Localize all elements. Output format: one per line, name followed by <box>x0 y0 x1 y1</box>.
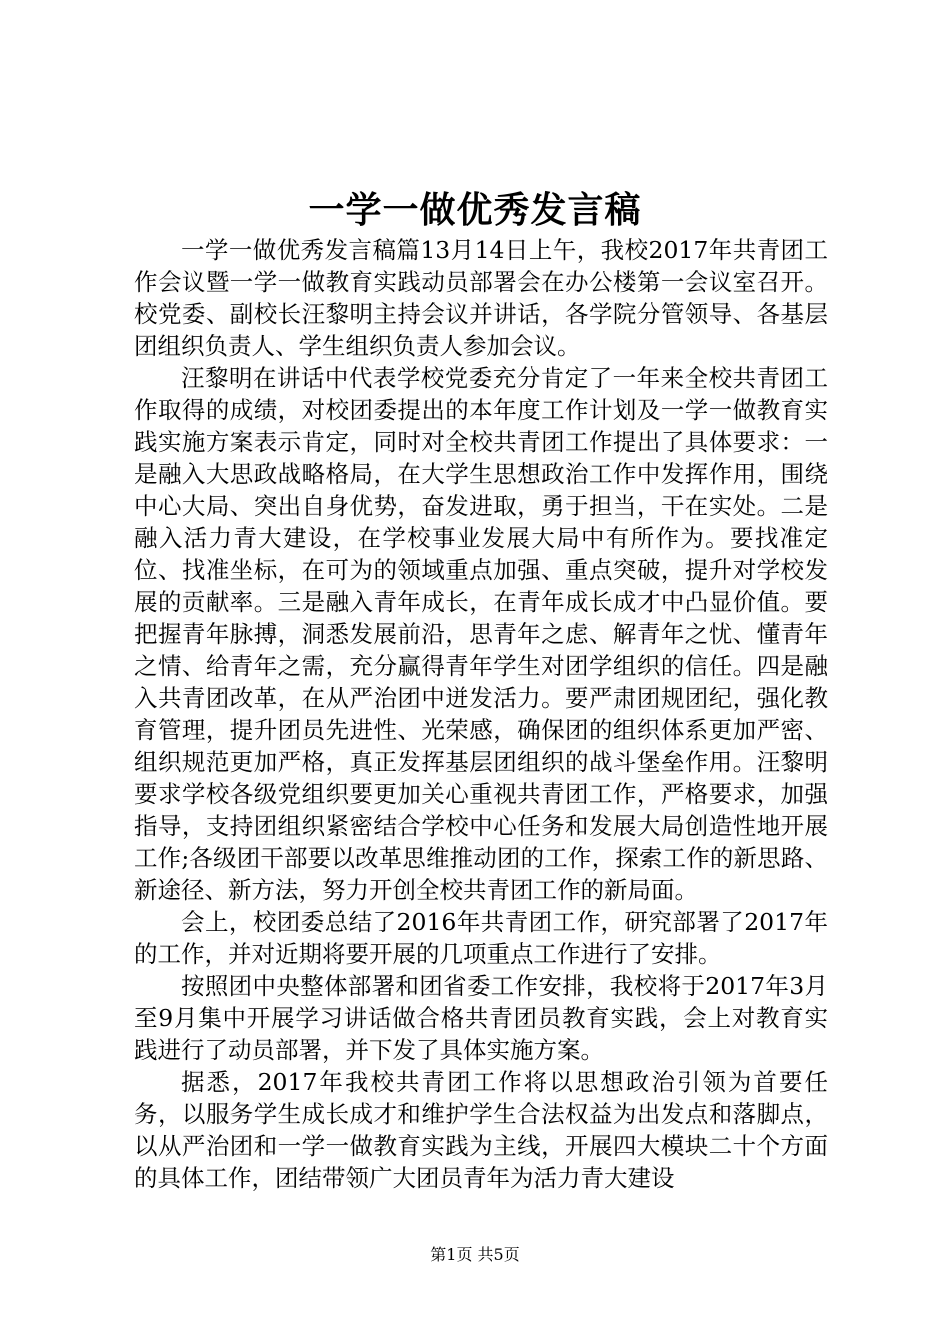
paragraph-4: 按照团中央整体部署和团省委工作安排，我校将于2017年3月至9月集中开展学习讲话做合格共青团员教育实践，会上对教育实践进行了动员部署，并下发了具体实施方案。 <box>134 972 828 1064</box>
document-body <box>134 234 828 1194</box>
document-title: 一学一做优秀发言稿 <box>308 189 642 231</box>
page-number-footer: 第1页 共5页 <box>430 1245 520 1264</box>
paragraph-5: 据悉，2017年我校共青团工作将以思想政治引领为首要任务，以服务学生成长成才和维护学生合法权益为出发点和落脚点，以从严治团和一学一做教育实践为主线，开展四大模块二十个方面的具体工作，团结带领广大团员青年为活力青大建设 <box>134 1068 828 1192</box>
paragraph-1: 一学一做优秀发言稿篇13月14日上午，我校2017年共青团工作会议暨一学一做教育实践动员部署会在办公楼第一会议室召开。校党委、副校长汪黎明主持会议并讲话，各学院分管领导、各基层团组织负责人、学生组织负责人参加会议。 <box>134 236 828 360</box>
paragraph-2: 汪黎明在讲话中代表学校党委充分肯定了一年来全校共青团工作取得的成绩，对校团委提出的本年度工作计划及一学一做教育实践实施方案表示肯定，同时对全校共青团工作提出了具体要求：一是融入大思政战略格局，在大学生思想政治工作中发挥作用，围绕中心大局、突出自身优势，奋发进取，勇于担当，干在实处。二是融入活力青大建设，在学校事业发展大局中有所作为。要找准定位、找准坐标，在可为的领域重点加强、重点突破，提升对学校发展的贡献率。三是融入青年成长，在青年成长成才中凸显价值。要把握青年脉搏，洞悉发展前沿，思青年之虑、解青年之忧、懂青年之情、给青年之需，充分赢得青年学生对团学组织的信任。四是融入共青团改革，在从严治团中迸发活力。要严肃团规团纪，强化教育管理，提升团员先进性、光荣感，确保团的组织体系更加严密、组织规范更加严格，真正发挥基层团组织的战斗堡垒作用。汪黎明要求学校各级党组织要更加关心重视共青团工作，严格要求，加强指导，支持团组织紧密结合学校中心任务和发展大局创造性地开展工作;各级团干部要以改革思维推动团的工作，探索工作的新思路、新途径、新方法，努力开创全校共青团工作的新局面。 <box>134 364 828 904</box>
paragraph-3: 会上，校团委总结了2016年共青团工作，研究部署了2017年的工作，并对近期将要开展的几项重点工作进行了安排。 <box>134 908 828 968</box>
